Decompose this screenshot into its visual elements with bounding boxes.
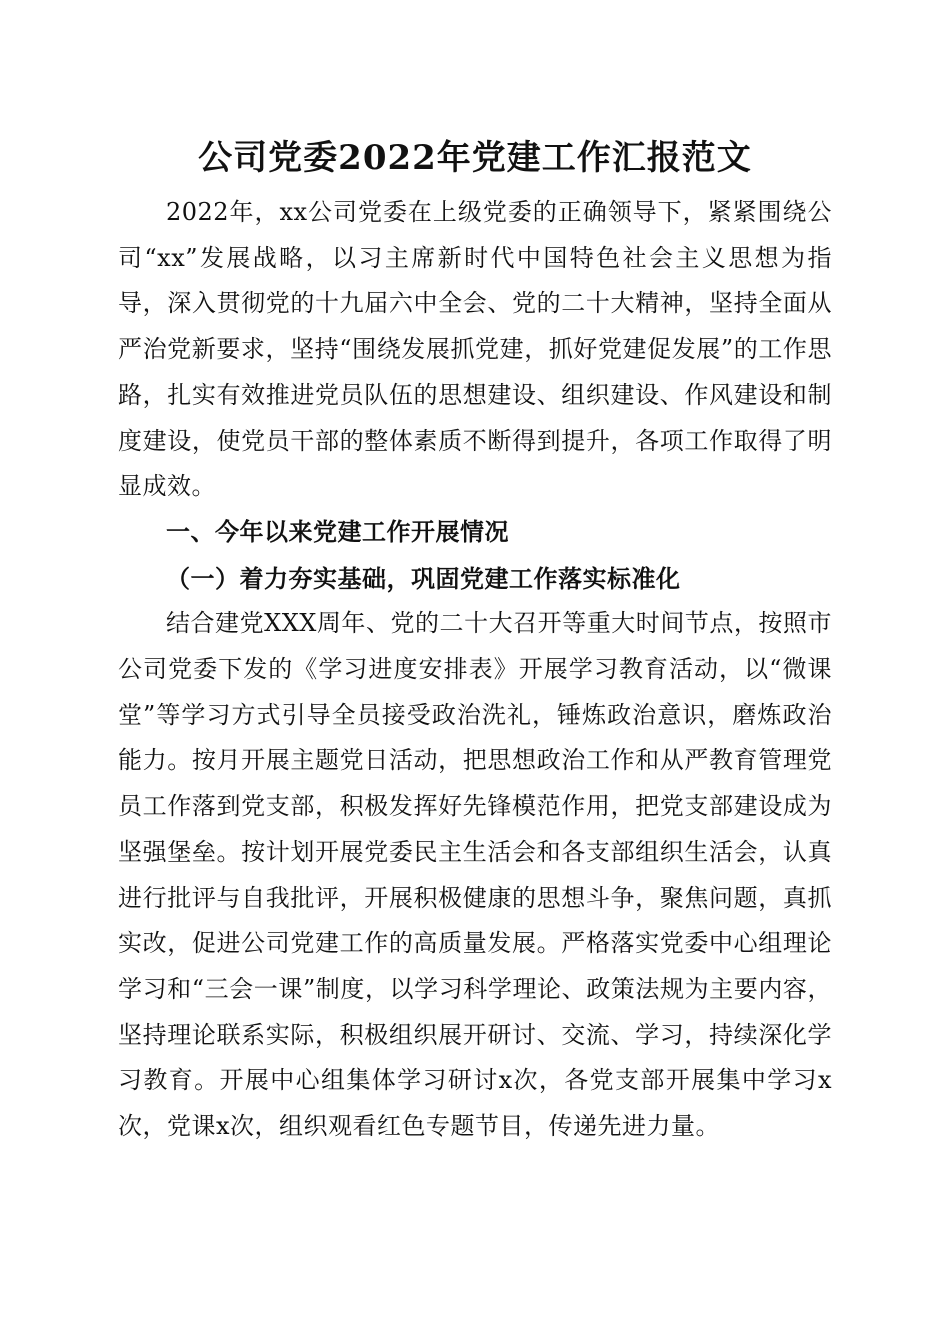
subsection-heading: （一）着力夯实基础，巩固党建工作落实标准化 xyxy=(166,563,681,593)
document-body xyxy=(118,190,832,1150)
section-heading: 一、今年以来党建工作开展情况 xyxy=(166,517,509,546)
subsection-paragraph: 结合建党XXX周年、党的二十大召开等重大时间节点，按照市公司党委下发的《学习进度安排表》开展学习教育活动，以“微课堂”等学习方式引导全员接受政治洗礼，锤炼政治意识，磨炼政治能力。按月开展主题党日活动，把思想政治工作和从严教育管理党员工作落到党支部，积极发挥好先锋模范作用，把党支部建设成为坚强堡垒。按计划开展党委民主生活会和各支部组织生活会，认真进行批评与自我批评，开展积极健康的思想斗争，聚焦问题，真抓实改，促进公司党建工作的高质量发展。严格落实党委中心组理论学习和“三会一课”制度，以学习科学理论、政策法规为主要内容，坚持理论联系实际，积极组织展开研讨、交流、学习，持续深化学习教育。开展中心组集体学习研讨x次，各党支部开展集中学习x次，党课x次，组织观看红色专题节目，传递先进力量。 xyxy=(118,609,832,1141)
document-title: 公司党委2022年党建工作汇报范文 xyxy=(198,138,752,178)
intro-paragraph: 2022年，xx公司党委在上级党委的正确领导下，紧紧围绕公司“xx”发展战略，以习主席新时代中国特色社会主义思想为指导，深入贯彻党的十九届六中全会、党的二十大精神，坚持全面从严治党新要求，坚持“围绕发展抓党建，抓好党建促发展”的工作思路，扎实有效推进党员队伍的思想建设、组织建设、作风建设和制度建设，使党员干部的整体素质不断得到提升，各项工作取得了明显成效。 xyxy=(118,198,832,501)
